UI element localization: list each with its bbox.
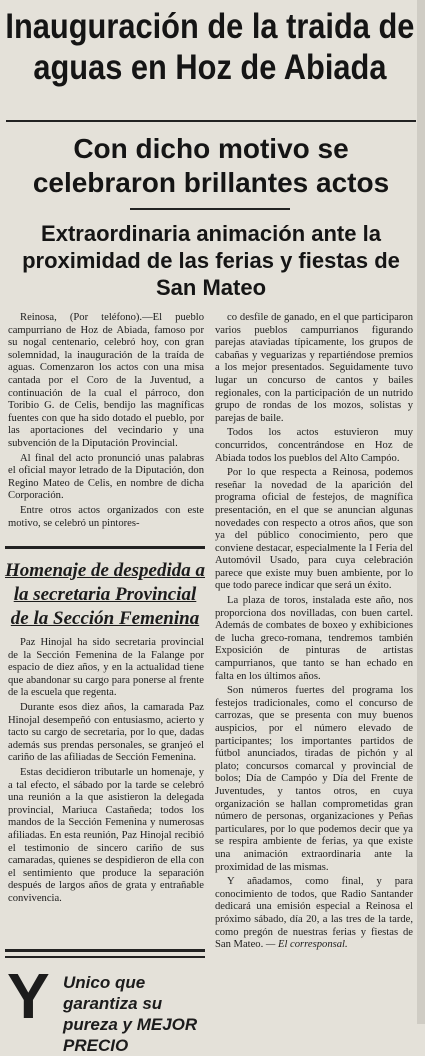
- paragraph: Todos los actos estuvieron muy concurridos, concentrándose en Hoz de Abiada todos los pueblos del Alto Campóo.: [215, 427, 413, 464]
- ad-letter: Y: [7, 960, 50, 1032]
- box-headline: [5, 559, 205, 631]
- paragraph: Durante esos diez años, la camarada Paz Hinojal desempeñó con entusiasmo, acierto y tacto su cargo de secretaria, por lo que, dadas además sus prendas personales, se granjeó el cariño de las afiliadas de Sección Femenina.: [8, 701, 204, 764]
- sub-headline: Con dicho motivo se celebraron brillantes actos: [32, 133, 390, 198]
- paragraph: Por lo que respecta a Reinosa, podemos reseñar la novedad de la aparición del programa oficial de festejos, de magnífica presentación, en el que se anuncian algunas novedades con respecto a otros años, que son ya del público conocimiento, pero que conviene destacar, especialmente la I Feria del Automóvil Usado, para cuya celebración parece que existe muy buen ambiente, por lo que todo parece indicar que será un éxito.: [215, 467, 413, 592]
- paragraph: Entre otros actos organizados con este motivo, se celebró un pintores-: [8, 504, 204, 529]
- ad-text: Unico que garantiza su pureza y MEJOR PRECIO: [63, 973, 198, 1055]
- paragraph: [215, 876, 413, 952]
- paragraph: La plaza de toros, instalada este año, nos proporciona dos novilladas, con buen cartel. Además de combates de boxeo y exhibiciones de lucha greco-romana, tendremos también Exposición de pinturas de artistas campurrianos, que tanto se han echado en falta en los últimos años.: [215, 595, 413, 682]
- main-headline: Inauguración de la traida de aguas en Hoz de Abiada: [5, 7, 415, 87]
- paragraph: Son números fuertes del programa los festejos tradicionales, como el concurso de carrozas, que se presenta con muy buenos auspicios, por el número elevado de participantes; los importantes partidos de fútbol anunciados, tiradas de pichón y al plato; concursos comarcal y provincial de bolos; Día de Campóo y Día del Frente de Juventudes, y tantos otros, en cuya organización se hallan comprometidas gran número de personas, organizaciones y Peñas particulares, por lo que podemos decir que ya se respira ambiente de ferias, ya que existe una animación extraordinaria ante la proximidad de las mismas.: [215, 685, 413, 873]
- boxed-article: [5, 546, 205, 952]
- right-column: [215, 312, 413, 954]
- paragraph: co desfile de ganado, en el que participaron varios pueblos campurrianos figurando parejas ataviadas típicamente, los grupos de cabañas y veguarizas y repartiéndose premios a los mejor presentados. Seguidamente tuvo lugar un concurso de cantos y bailes regionales, con la participación de un nutrido grupo de rondas de los mozos, solistas y parejas de baile.: [215, 312, 413, 424]
- box-body: [8, 637, 204, 905]
- paragraph-text: Y añadamos, como final, y para conocimiento de todos, que Radio Santander dedicará una emisión especial a Reinosa el próximo sábado, día 20, a las tres de la tarde, como pregón de nuestras ferias y fiestas de San Mateo.: [215, 876, 413, 951]
- paragraph: Reinosa, (Por teléfono).—El pueblo campurriano de Hoz de Abiada, famoso por su nogal centenario, celebró hoy, con gran solemnidad, la inauguración de la traída de aguas. Comenzaron los actos con una misa cantada por el Coro de la Juventud, a continuación de la cual el párroco, don Toribio G. de Celis, bendijo las magníficas fuentes con que ha sido dotado el pueblo, por las aportaciones del vecindario y una subvención de la Diputación Provincial.: [8, 312, 204, 449]
- advertisement: [5, 956, 205, 1055]
- left-column: [8, 312, 204, 532]
- box-headline-text: Homenaje de despedida a la secretaria Provincial de la Sección Femenina: [5, 560, 205, 629]
- deck-headline: Extraordinaria animación ante la proximidad de las ferias y fiestas de San Mateo: [22, 221, 400, 300]
- paragraph: Paz Hinojal ha sido secretaria provincial de la Sección Femenina de la Falange por espacio de diez años, y en la actualidad tiene que abandonar su cargo para ponerse al frente de la escuela que regenta.: [8, 637, 204, 699]
- paragraph: Estas decidieron tributarle un homenaje, y a tal efecto, el sábado por la tarde se celebró una reunión a la que asistieron la delegada provincial, Mariuca Castañeda; todos los mandos de la Sección Femenina y numerosas afiliadas. En esta reunión, Paz Hinojal recibió el testimonio de sincero cariño de sus camaradas, quienes se despidieron de ella con el sentimiento que produce la separación después de largos años de grata y entrañable convivencia.: [8, 766, 204, 904]
- divider: [6, 120, 416, 122]
- paragraph: Al final del acto pronunció unas palabras el oficial mayor letrado de la Diputación, don Regino Mateo de Celis, en nombre de dicha Corporación.: [8, 452, 204, 502]
- divider: [130, 208, 290, 210]
- signature: — El corresponsal.: [265, 939, 348, 951]
- page-edge: [417, 0, 425, 1024]
